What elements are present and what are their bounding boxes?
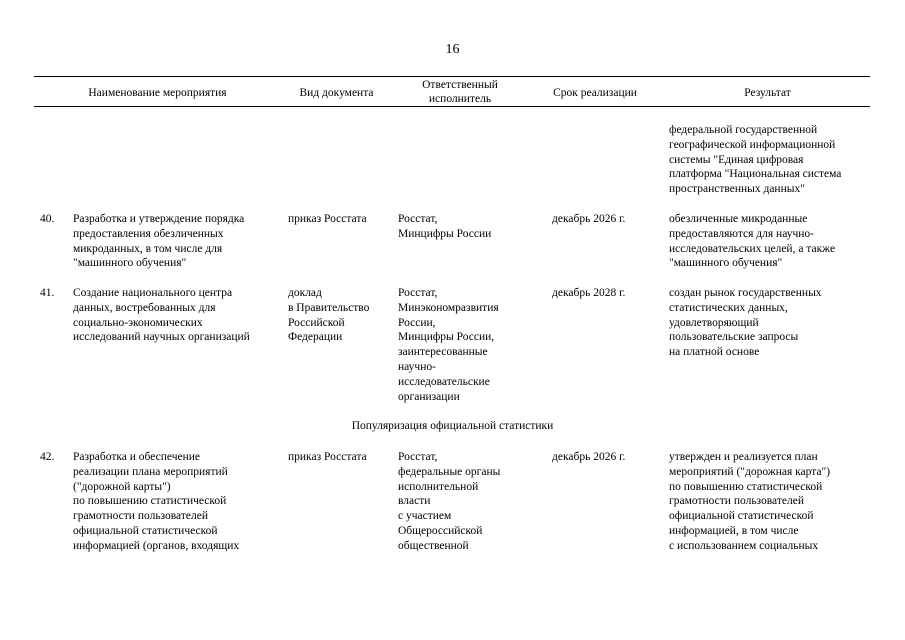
row-number: 42.	[40, 451, 55, 463]
column-header-name: Наименование мероприятия	[88, 87, 227, 99]
row-document: доклад в Правительство Российской Федерации	[288, 287, 370, 344]
row-executor: Росстат, Минцифры России	[398, 213, 492, 240]
row-name: Разработка и обеспечение реализации плана мероприятий ("дорожной карты") по повышению статистической грамотности пользователей официальной статистической информацией (органов, входящих	[73, 451, 240, 552]
row-term: декабрь 2026 г.	[552, 213, 626, 225]
row-document: приказ Росстата	[288, 213, 367, 225]
header-bottom-rule	[34, 106, 870, 107]
row-result: создан рынок государственных статистических данных, удовлетворяющий пользовательские запросы на платной основе	[669, 287, 822, 359]
column-header-document: Вид документа	[299, 87, 374, 99]
row-result: утвержден и реализуется план мероприятий ("дорожная карта") по повышению статистической грамотности пользователей официальной статистической информацией, в том числе с использованием социальных	[669, 451, 831, 552]
row-number: 41.	[40, 287, 55, 299]
result-continuation: федеральной государственной географической информационной системы "Единая цифровая платформа "Национальная система пространственных данных"	[669, 124, 842, 196]
page-number: 16	[445, 42, 460, 57]
row-executor: Росстат, Минэкономразвития России, Минцифры России, заинтересованные научно- исследовательские организации	[398, 287, 499, 403]
column-header-executor: Ответственный исполнитель	[422, 79, 498, 105]
column-header-term: Срок реализации	[553, 87, 637, 99]
row-number: 40.	[40, 213, 55, 225]
section-title: Популяризация официальной статистики	[351, 420, 554, 432]
column-header-result: Результат	[744, 87, 791, 99]
row-term: декабрь 2028 г.	[552, 287, 626, 299]
row-executor: Росстат, федеральные органы исполнительной власти с участием Общероссийской общественной	[398, 451, 501, 552]
row-name: Разработка и утверждение порядка предоставления обезличенных микроданных, в том числе для "машинного обучения"	[73, 213, 245, 270]
row-name: Создание национального центра данных, востребованных для социально-экономических исследований научных организаций	[73, 287, 250, 344]
row-document: приказ Росстата	[288, 451, 367, 463]
row-term: декабрь 2026 г.	[552, 451, 626, 463]
row-result: обезличенные микроданные предоставляются для научно- исследовательских целей, а также "машинного обучения"	[669, 213, 836, 270]
header-top-rule	[34, 76, 870, 77]
